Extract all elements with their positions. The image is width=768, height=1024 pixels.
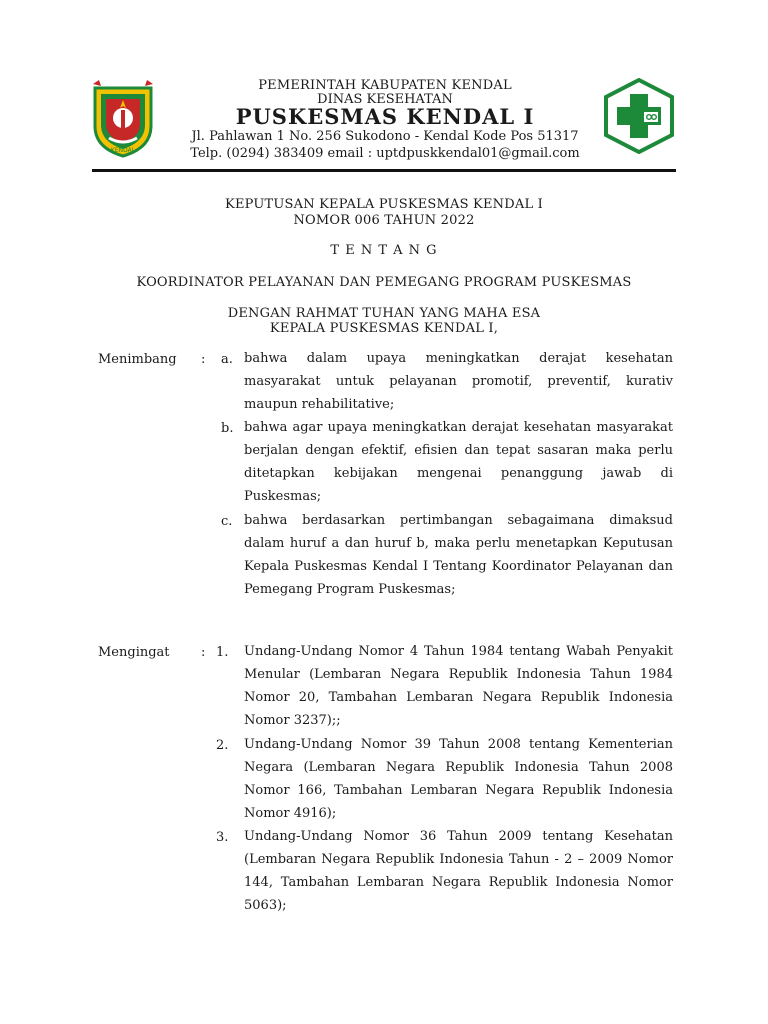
decree-subject: KOORDINATOR PELAYANAN DAN PEMEGANG PROGRAM PUSKESMAS <box>136 275 632 290</box>
menimbang-label: Menimbang <box>98 352 177 367</box>
decree-title: KEPUTUSAN KEPALA PUSKESMAS KENDAL I <box>225 197 543 212</box>
institution-contact: Telp. (0294) 383409 email : uptdpuskkendal01@gmail.com <box>190 146 580 161</box>
mengingat-colon: : <box>201 645 206 660</box>
menimbang-marker: a. <box>221 352 233 367</box>
puskesmas-logo-icon <box>600 78 678 154</box>
decree-blessing: DENGAN RAHMAT TUHAN YANG MAHA ESA <box>227 306 541 321</box>
menimbang-item: bahwa dalam upaya meningkatkan derajat kesehatan masyarakat untuk pelayanan promotif, preventif, kurativ maupun rehabilitative; <box>244 351 673 412</box>
mengingat-item: Undang-Undang Nomor 36 Tahun 2009 tentang Kesehatan (Lembaran Negara Republik Indonesia Tahun - 2 – 2009 Nomor 144, Tambahan Lembaran Negara Republik Indonesia Nomor 5063); <box>244 829 673 913</box>
decree-tentang: T E N T A N G <box>330 243 438 258</box>
letterhead-rule <box>92 169 676 172</box>
department-name: DINAS KESEHATAN <box>317 92 453 107</box>
menimbang-colon: : <box>201 352 206 367</box>
decree-number: NOMOR 006 TAHUN 2022 <box>293 213 475 228</box>
decree-authority: KEPALA PUSKESMAS KENDAL I, <box>269 321 499 336</box>
mengingat-item: Undang-Undang Nomor 39 Tahun 2008 tentang Kementerian Negara (Lembaran Negara Republik Indonesia Tahun 2008 Nomor 166, Tambahan Lembaran Negara Republik Indonesia Nomor 4916); <box>244 737 673 821</box>
emblem-lettering: KENDAL <box>110 147 136 154</box>
kendal-regency-emblem-icon <box>89 78 157 158</box>
institution-name: PUSKESMAS KENDAL I <box>235 104 535 129</box>
mengingat-item: Undang-Undang Nomor 4 Tahun 1984 tentang Wabah Penyakit Menular (Lembaran Negara Republik Indonesia Tahun 1984 Nomor 20, Tambahan Lembaran Negara Republik Indonesia Nomor 3237);; <box>244 644 673 728</box>
mengingat-marker: 3. <box>216 830 229 845</box>
menimbang-marker: b. <box>221 421 234 436</box>
institution-address: Jl. Pahlawan 1 No. 256 Sukodono - Kendal Kode Pos 51317 <box>191 129 579 144</box>
mengingat-label: Mengingat <box>98 645 170 660</box>
mengingat-marker: 1. <box>216 645 229 660</box>
menimbang-item: bahwa agar upaya meningkatkan derajat kesehatan masyarakat berjalan dengan efektif, efisien dan tepat sasaran maka perlu ditetapkan kebijakan mengenai penanggung jawab di Puskesmas; <box>244 420 673 504</box>
government-name: PEMERINTAH KABUPATEN KENDAL <box>258 78 512 93</box>
mengingat-marker: 2. <box>216 738 229 753</box>
menimbang-item: bahwa berdasarkan pertimbangan sebagaimana dimaksud dalam huruf a dan huruf b, maka perlu menetapkan Keputusan Kepala Puskesmas Kendal I Tentang Koordinator Pelayanan dan Pemegang Program Puskesmas; <box>244 513 673 597</box>
menimbang-marker: c. <box>221 514 233 529</box>
